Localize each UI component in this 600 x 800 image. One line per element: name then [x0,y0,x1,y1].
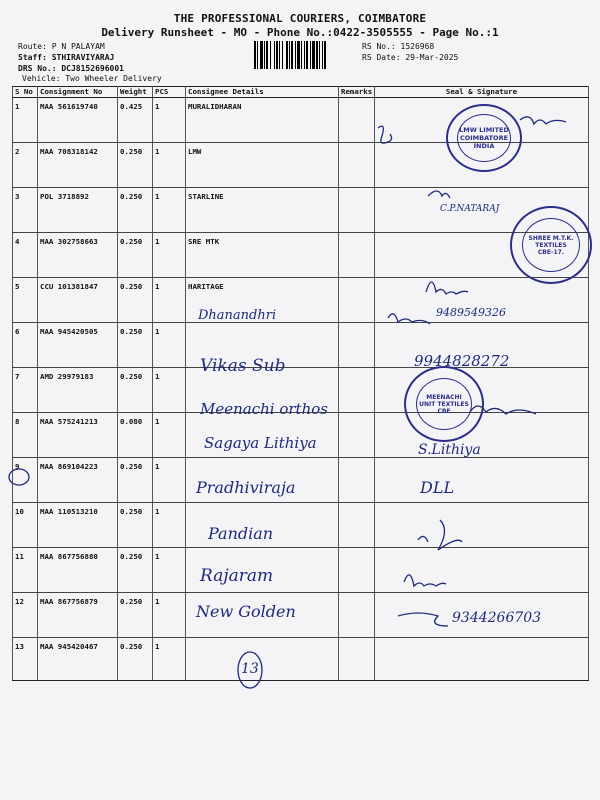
scribble-row-5 [426,282,468,294]
lmw-seal-stamp [446,104,522,172]
handwritten-consignee-6: Dhanandhri [198,308,277,323]
handwritten-consignee-9: Sagaya Lithiya [204,434,317,452]
handwritten-consignee-10: Pradhiviraja [196,478,296,497]
col-header-consignee: Consignee Details [186,87,339,98]
col-header-sno: S No [13,87,38,98]
cell-pcs: 1 [153,458,186,503]
scribble-row-1b [520,117,566,124]
drs-number: DRS No.: DCJ8152696001 [18,64,124,73]
cell-pcs: 1 [153,593,186,638]
cell-weight: 0.250 [118,503,153,548]
cell-cno: MAA 867756880 [38,548,118,593]
document-title: THE PROFESSIONAL COURIERS, COIMBATORE [173,12,427,25]
col-header-weight: Weight [118,87,153,98]
scribble-row-13 [398,613,448,626]
signature-row-3: C.P.NATARAJ [440,204,500,214]
handwritten-consignee-13: New Golden [196,602,296,621]
cell-cno: AMD 29979183 [38,368,118,413]
cell-cno: CCU 101381847 [38,278,118,323]
scribble-row-11 [418,520,462,550]
cell-pcs: 1 [153,188,186,233]
cell-consignee: MURALIDHARAN [186,98,339,143]
handwritten-consignee-12: Rajaram [200,566,274,586]
mtk-stamp-line1: SHREE M.T.K. TEXTILES [528,234,574,249]
textiles-seal-stamp [404,366,484,442]
unit-stamp-line2: UNIT TEXTILES [419,400,469,408]
lmw-stamp-line2: COIMBATORE [459,134,509,142]
cell-consignee: HARITAGE [186,278,339,323]
cell-sno: 1 [13,98,38,143]
cell-sno: 13 [13,638,38,681]
scribble-row-6 [388,314,430,324]
cell-weight: 0.080 [118,413,153,458]
cell-cno: MAA 869104223 [38,458,118,503]
cell-sno: 6 [13,323,38,368]
cell-pcs: 1 [153,98,186,143]
cell-sno: 9 [13,458,38,503]
cell-weight: 0.250 [118,188,153,233]
cell-cno: MAA 110513210 [38,503,118,548]
col-header-pcs: PCS [153,87,186,98]
mtk-stamp-line2: CBE-17. [537,248,565,256]
cell-sno: 11 [13,548,38,593]
cell-cno: MAA 867756879 [38,593,118,638]
vehicle-label: Vehicle: Two Wheeler Delivery [22,74,162,83]
cell-weight: 0.425 [118,98,153,143]
cell-weight: 0.250 [118,593,153,638]
cell-cno: MAA 561619740 [38,98,118,143]
unit-stamp-line3: CBE [437,407,451,415]
cell-pcs: 1 [153,368,186,413]
cell-sno: 3 [13,188,38,233]
cell-pcs: 1 [153,278,186,323]
handwritten-consignee-11: Pandian [208,524,274,543]
unit-stamp-line1: MEENACHI [426,393,462,401]
cell-cno: MAA 945420467 [38,638,118,681]
cell-sno: 4 [13,233,38,278]
cell-weight: 0.250 [118,278,153,323]
cell-pcs: 1 [153,548,186,593]
route-label: Route: P N PALAYAM [18,42,105,51]
cell-cno: MAA 302758663 [38,233,118,278]
cell-cno: POL 3718892 [38,188,118,233]
cell-weight: 0.250 [118,548,153,593]
cell-cno: MAA 575241213 [38,413,118,458]
circled-row-10 [9,469,29,485]
cell-sno: 2 [13,143,38,188]
rs-number: RS No.: 1526968 [362,42,435,51]
handwritten-consignee-8: Meenachi orthos [200,400,328,418]
cell-sno: 12 [13,593,38,638]
cell-weight: 0.250 [118,638,153,681]
col-header-consignment: Consignment No [38,87,118,98]
scribble-row-12 [404,575,446,586]
cell-pcs: 1 [153,503,186,548]
col-header-seal: Seal & Signature [375,87,589,98]
cell-weight: 0.250 [118,458,153,503]
document-subtitle: Delivery Runsheet - MO - Phone No.:0422-3505555 - Page No.:1 [101,26,499,39]
cell-consignee: STARLINE [186,188,339,233]
cell-sno: 10 [13,503,38,548]
cell-consignee: SRE MTK [186,233,339,278]
col-header-remarks: Remarks [339,87,375,98]
cell-weight: 0.250 [118,233,153,278]
signature-row-13: 9344266703 [452,610,542,626]
lmw-stamp-line1: LMW LIMITED [459,126,509,134]
cell-pcs: 1 [153,638,186,681]
rs-date: RS Date: 29-Mar-2025 [362,53,459,62]
mtk-seal-stamp [510,206,592,284]
cell-weight: 0.250 [118,368,153,413]
signature-row-7: 9944828272 [414,352,510,370]
page-total-mark: 13 [241,661,259,677]
cell-weight: 0.250 [118,323,153,368]
cell-sno: 5 [13,278,38,323]
cell-sno: 8 [13,413,38,458]
lmw-stamp-line3: INDIA [473,142,495,150]
signature-row-9: S.Lithiya [418,442,481,458]
cell-sno: 7 [13,368,38,413]
staff-label: Staff: STHIRAVIYARAJ [18,53,115,62]
cell-consignee: LMW [186,143,339,188]
cell-pcs: 1 [153,233,186,278]
scribble-row-3 [428,191,450,198]
cell-cno: MAA 708318142 [38,143,118,188]
cell-pcs: 1 [153,143,186,188]
cell-pcs: 1 [153,413,186,458]
handwritten-consignee-7: Vikas Sub [200,356,286,376]
signature-row-6: 9489549326 [436,306,506,319]
signature-row-10: DLL [420,478,455,497]
cell-weight: 0.250 [118,143,153,188]
scribble-row-1 [378,126,392,143]
cell-cno: MAA 945420505 [38,323,118,368]
cell-pcs: 1 [153,323,186,368]
